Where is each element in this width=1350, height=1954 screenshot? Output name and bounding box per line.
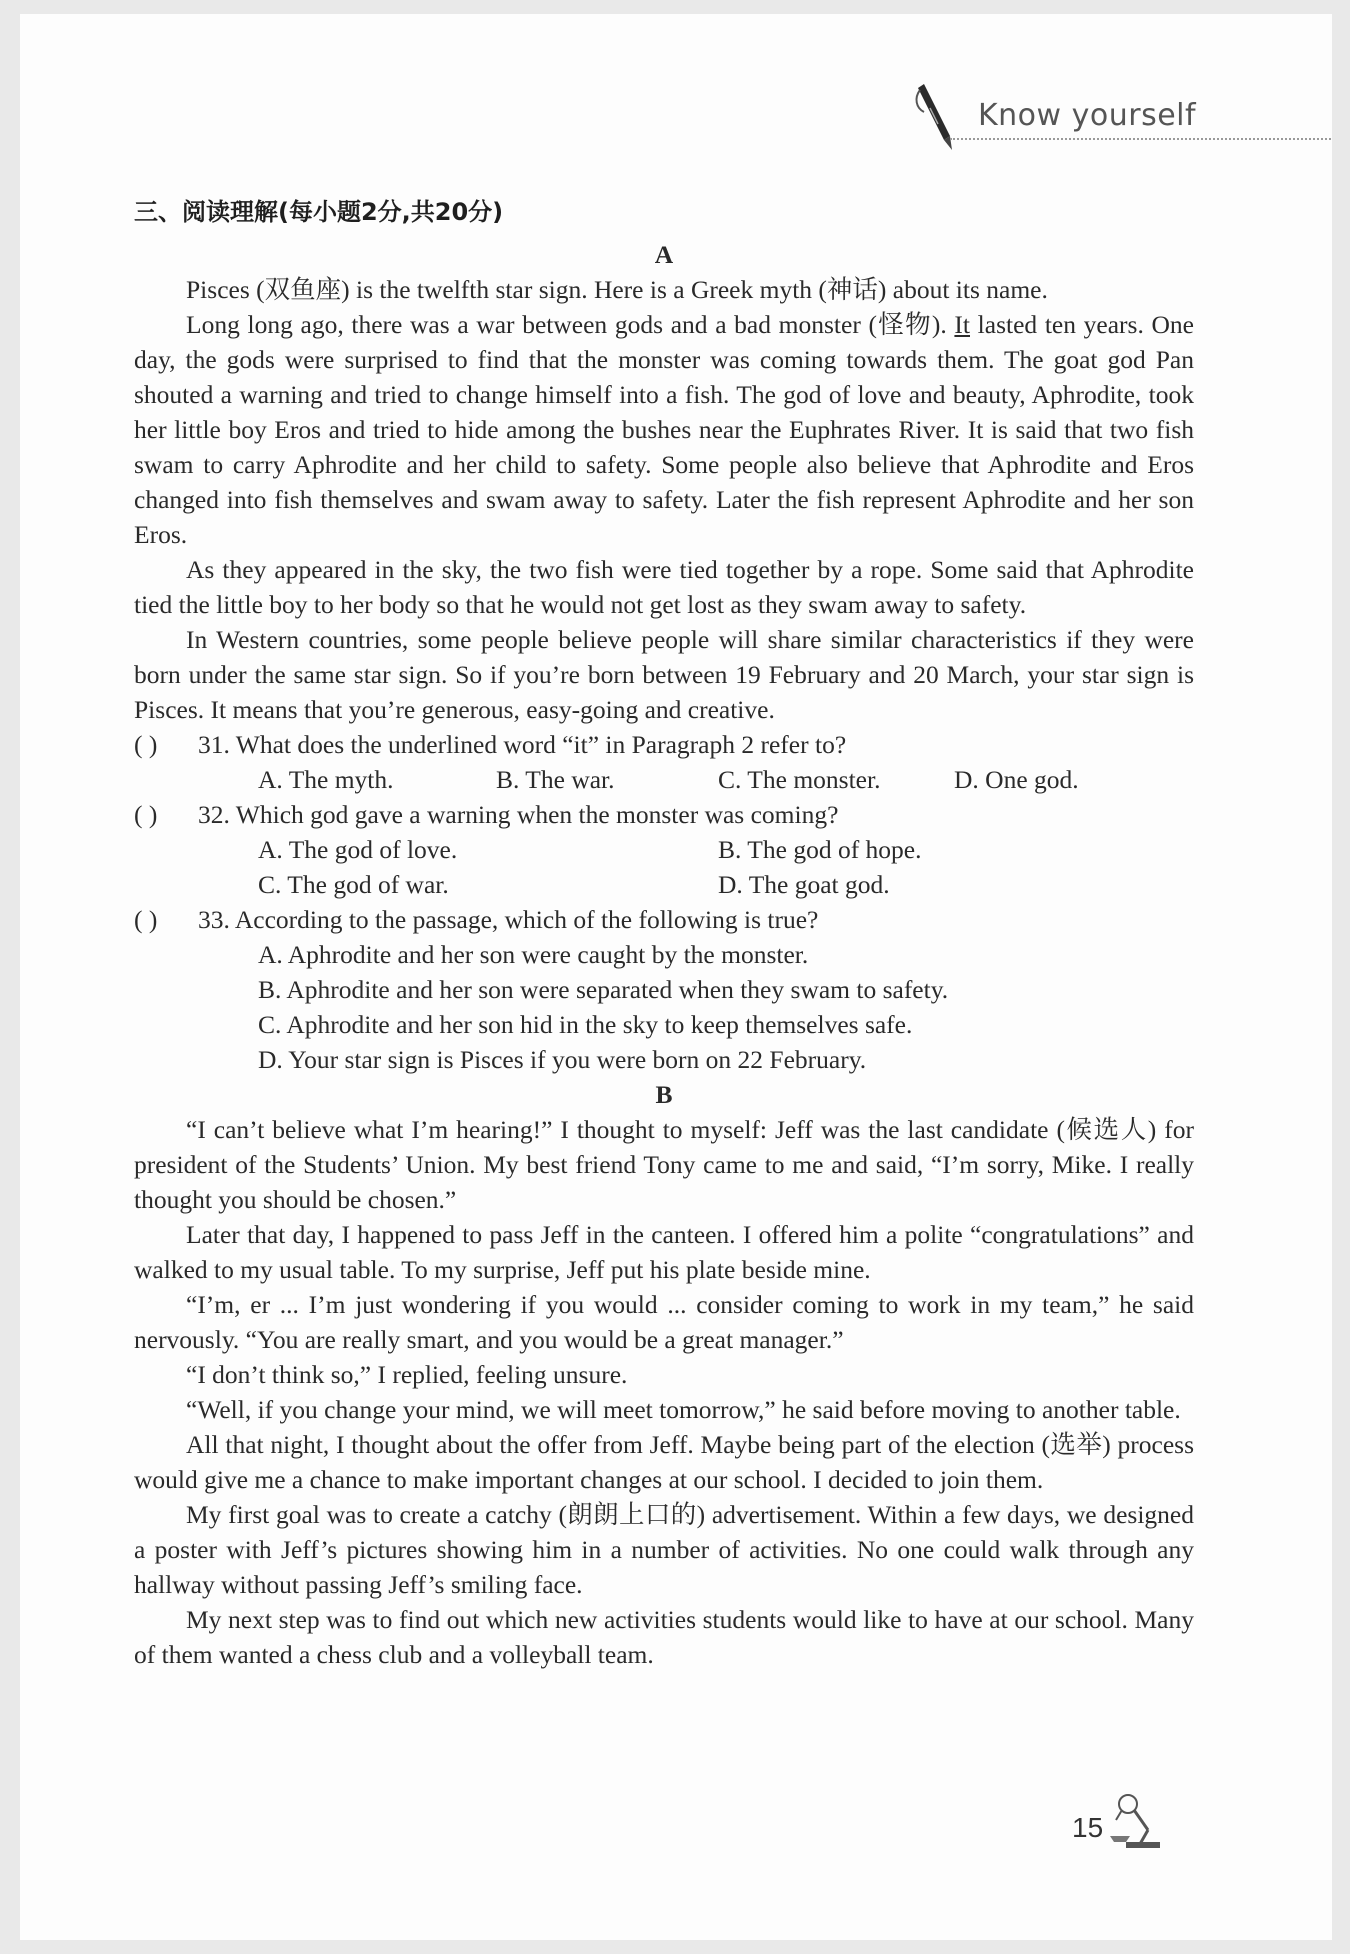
question-33-option-c: [134, 1007, 1194, 1042]
question-text: 31. What does the underlined word “it” in Paragraph 2 refer to?: [198, 730, 847, 759]
paragraph-2-before: Long long ago, there was a war between gods and a bad monster (怪物).: [186, 310, 955, 339]
desk-lamp-icon: [1108, 1792, 1168, 1852]
page-number: 15: [1072, 1812, 1104, 1843]
answer-blank[interactable]: ( ): [134, 905, 158, 934]
answer-blank[interactable]: ( ): [134, 800, 158, 829]
question-33: [134, 902, 1194, 937]
option-a: A. The myth.: [258, 765, 394, 794]
question-text: 33. According to the passage, which of the following is true?: [198, 905, 819, 934]
question-32-options-row-1: [134, 832, 1194, 867]
passage-b-paragraph-8: My next step was to find out which new activities students would like to have at our school. Many of them wanted a chess club and a volleyball team.: [134, 1605, 1194, 1669]
passage-b-paragraph-4: “I don’t think so,” I replied, feeling unsure.: [186, 1360, 628, 1389]
answer-blank[interactable]: ( ): [134, 730, 158, 759]
option-b: B. The god of hope.: [718, 835, 922, 864]
header-divider: [950, 138, 1332, 140]
question-31-options: [134, 762, 1194, 797]
question-text: 32. Which god gave a warning when the monster was coming?: [198, 800, 839, 829]
option-d: D. The goat god.: [718, 870, 890, 899]
question-32-options-row-2: [134, 867, 1194, 902]
header-brand: Know yourself: [978, 98, 1197, 133]
question-33-option-b: [134, 972, 1194, 1007]
passage-a-paragraph-4: In Western countries, some people believe people will share similar characteristics if they were born under the same star sign. So if you’re born between 19 February and 20 March, your star sign is Pisces. It means that you’re generous, easy-going and creative.: [134, 625, 1194, 724]
option-a: A. The god of love.: [258, 835, 458, 864]
passage-a-paragraph-1: Pisces (双鱼座) is the twelfth star sign. Here is a Greek myth (神话) about its name.: [186, 275, 1048, 304]
passage-b-paragraph-1: “I can’t believe what I’m hearing!” I thought to myself: Jeff was the last candidate (候选人) for president of the Students’ Union. My best friend Tony came to me and said, “I’m sorry, Mike. I really thought you should be chosen.”: [134, 1115, 1194, 1214]
option-d: D. Your star sign is Pisces if you were born on 22 February.: [258, 1045, 867, 1074]
passage-b-paragraph-6: All that night, I thought about the offer from Jeff. Maybe being part of the election (选举) process would give me a chance to make important changes at our school. I decided to join them.: [134, 1430, 1194, 1494]
passage-a-paragraph-2: [134, 307, 1194, 552]
passage-b-title: B: [655, 1080, 673, 1109]
page-header: [910, 78, 1332, 158]
option-c: C. Aphrodite and her son hid in the sky to keep themselves safe.: [258, 1010, 913, 1039]
passage-a-paragraph-3: As they appeared in the sky, the two fish were tied together by a rope. Some said that Aphrodite tied the little boy to her body so that he would not get lost as they swam away to safety.: [134, 555, 1194, 619]
passage-b-paragraph-7: My first goal was to create a catchy (朗朗上口的) advertisement. Within a few days, we designed a poster with Jeff’s pictures showing him in a number of activities. No one could walk through any hallway without passing Jeff’s smiling face.: [134, 1500, 1194, 1599]
underlined-word: It: [954, 310, 970, 339]
option-c: C. The monster.: [718, 765, 881, 794]
question-31: [134, 727, 1194, 762]
question-33-option-a: [134, 937, 1194, 972]
passage-a-title: A: [654, 240, 674, 269]
textbook-page: [20, 14, 1332, 1940]
paragraph-2-after: lasted ten years. One day, the gods were surprised to find that the monster was coming towards them. The goat god Pan shouted a warning and tried to change himself into a fish. The god of love and beauty, Aphrodite, took her little boy Eros and tried to hide among the bushes near the Euphrates River. It is said that two fish swam to carry Aphrodite and her child to safety. Some people also believe that Aphrodite and Eros changed into fish themselves and swam away to safety. Later the fish represent Aphrodite and her son Eros.: [134, 310, 1194, 549]
option-b: B. Aphrodite and her son were separated when they swam to safety.: [258, 975, 949, 1004]
section-title: 三、阅读理解(每小题2分,共20分): [134, 198, 504, 226]
option-d: D. One god.: [954, 765, 1079, 794]
question-33-option-d: [134, 1042, 1194, 1077]
pen-icon: [910, 78, 970, 158]
reading-section: [134, 194, 1194, 1672]
question-32: [134, 797, 1194, 832]
option-a: A. Aphrodite and her son were caught by the monster.: [258, 940, 809, 969]
passage-b-paragraph-3: “I’m, er ... I’m just wondering if you would ... consider coming to work in my team,” he said nervously. “You are really smart, and you would be a great manager.”: [134, 1290, 1194, 1354]
passage-b-paragraph-2: Later that day, I happened to pass Jeff in the canteen. I offered him a polite “congratulations” and walked to my usual table. To my surprise, Jeff put his plate beside mine.: [134, 1220, 1194, 1284]
option-c: C. The god of war.: [258, 870, 449, 899]
passage-b-paragraph-5: “Well, if you change your mind, we will meet tomorrow,” he said before moving to another table.: [186, 1395, 1181, 1424]
option-b: B. The war.: [496, 765, 615, 794]
